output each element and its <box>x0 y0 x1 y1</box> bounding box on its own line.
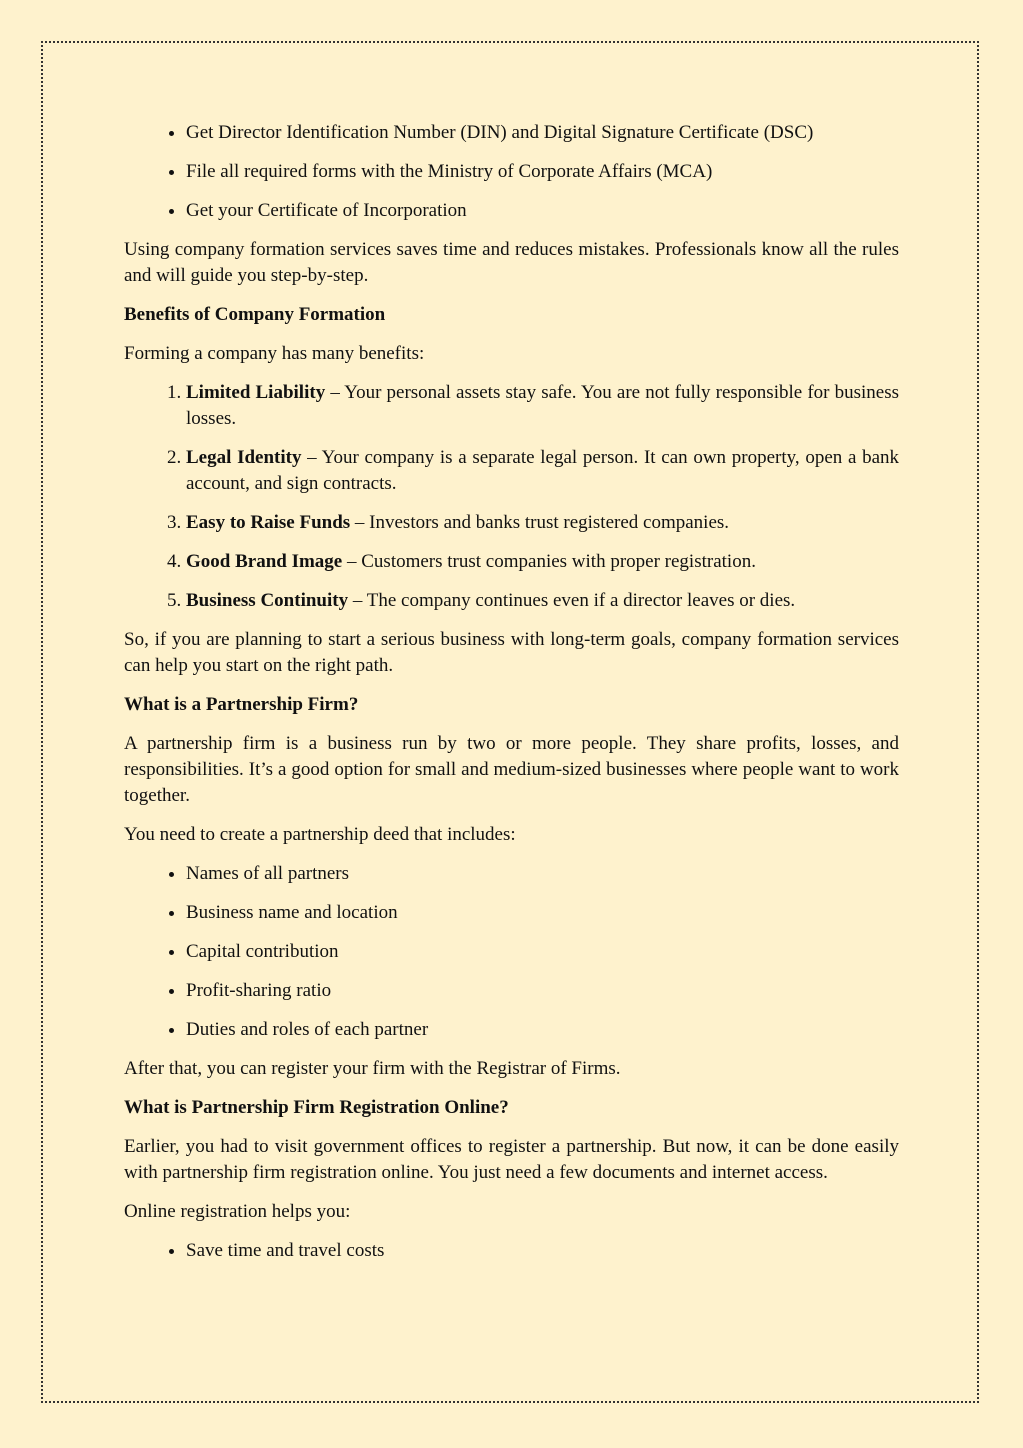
registrar-paragraph: After that, you can register your firm with the Registrar of Firms. <box>124 1058 621 1079</box>
online-helps-intro: Online registration helps you: <box>124 1201 351 1222</box>
benefits-conclusion: So, if you are planning to start a serious business with long-term goals, company formation services can help you start on the right path. <box>124 629 899 676</box>
benefit-item <box>186 510 899 536</box>
deed-list <box>124 861 899 1043</box>
benefits-heading: Benefits of Company Formation <box>124 304 386 325</box>
benefit-text: – Your personal assets stay safe. You are not fully responsible for business losses. <box>186 382 899 429</box>
list-item: • Business name and location <box>186 900 899 926</box>
partnership-heading: What is a Partnership Firm? <box>124 694 359 715</box>
list-item: • Get Director Identification Number (DIN) and Digital Signature Certificate (DSC) <box>186 120 899 146</box>
list-item: • File all required forms with the Ministry of Corporate Affairs (MCA) <box>186 159 899 185</box>
online-heading: What is Partnership Firm Registration Online? <box>124 1097 509 1118</box>
benefit-item <box>186 380 899 432</box>
benefit-item <box>186 549 899 575</box>
list-item: • Duties and roles of each partner <box>186 1017 899 1043</box>
benefit-text: – The company continues even if a director leaves or dies. <box>348 590 796 611</box>
list-item: • Profit-sharing ratio <box>186 978 899 1004</box>
benefit-term: Legal Identity <box>186 447 302 468</box>
benefit-text: – Customers trust companies with proper registration. <box>342 551 756 572</box>
benefit-term: Easy to Raise Funds <box>186 512 351 533</box>
benefits-intro: Forming a company has many benefits: <box>124 343 425 364</box>
benefit-term: Limited Liability <box>186 382 326 403</box>
list-item: • Save time and travel costs <box>186 1238 899 1264</box>
services-paragraph: Using company formation services saves time and reduces mistakes. Professionals know all the rules and will guide you step-by-step. <box>124 239 899 286</box>
intro-bullet-list <box>124 120 899 224</box>
benefit-term: Good Brand Image <box>186 551 343 572</box>
benefit-text: – Investors and banks trust registered companies. <box>350 512 730 533</box>
list-item: • Capital contribution <box>186 939 899 965</box>
deed-intro: You need to create a partnership deed that includes: <box>124 824 516 845</box>
benefit-term: Business Continuity <box>186 590 349 611</box>
benefits-list <box>124 380 899 614</box>
partnership-paragraph: A partnership firm is a business run by two or more people. They share profits, losses, and responsibilities. It’s a good option for small and medium-sized businesses where people want to work together. <box>124 733 899 806</box>
list-item: • Names of all partners <box>186 861 899 887</box>
list-item: • Get your Certificate of Incorporation <box>186 198 899 224</box>
document-body <box>124 120 899 1277</box>
benefit-item <box>186 445 899 497</box>
benefit-item <box>186 588 899 614</box>
benefit-text: – Your company is a separate legal person. It can own property, open a bank account, and sign contracts. <box>186 447 899 494</box>
online-helps-list <box>124 1238 899 1264</box>
online-paragraph: Earlier, you had to visit government offices to register a partnership. But now, it can be done easily with partnership firm registration online. You just need a few documents and internet access. <box>124 1136 899 1183</box>
